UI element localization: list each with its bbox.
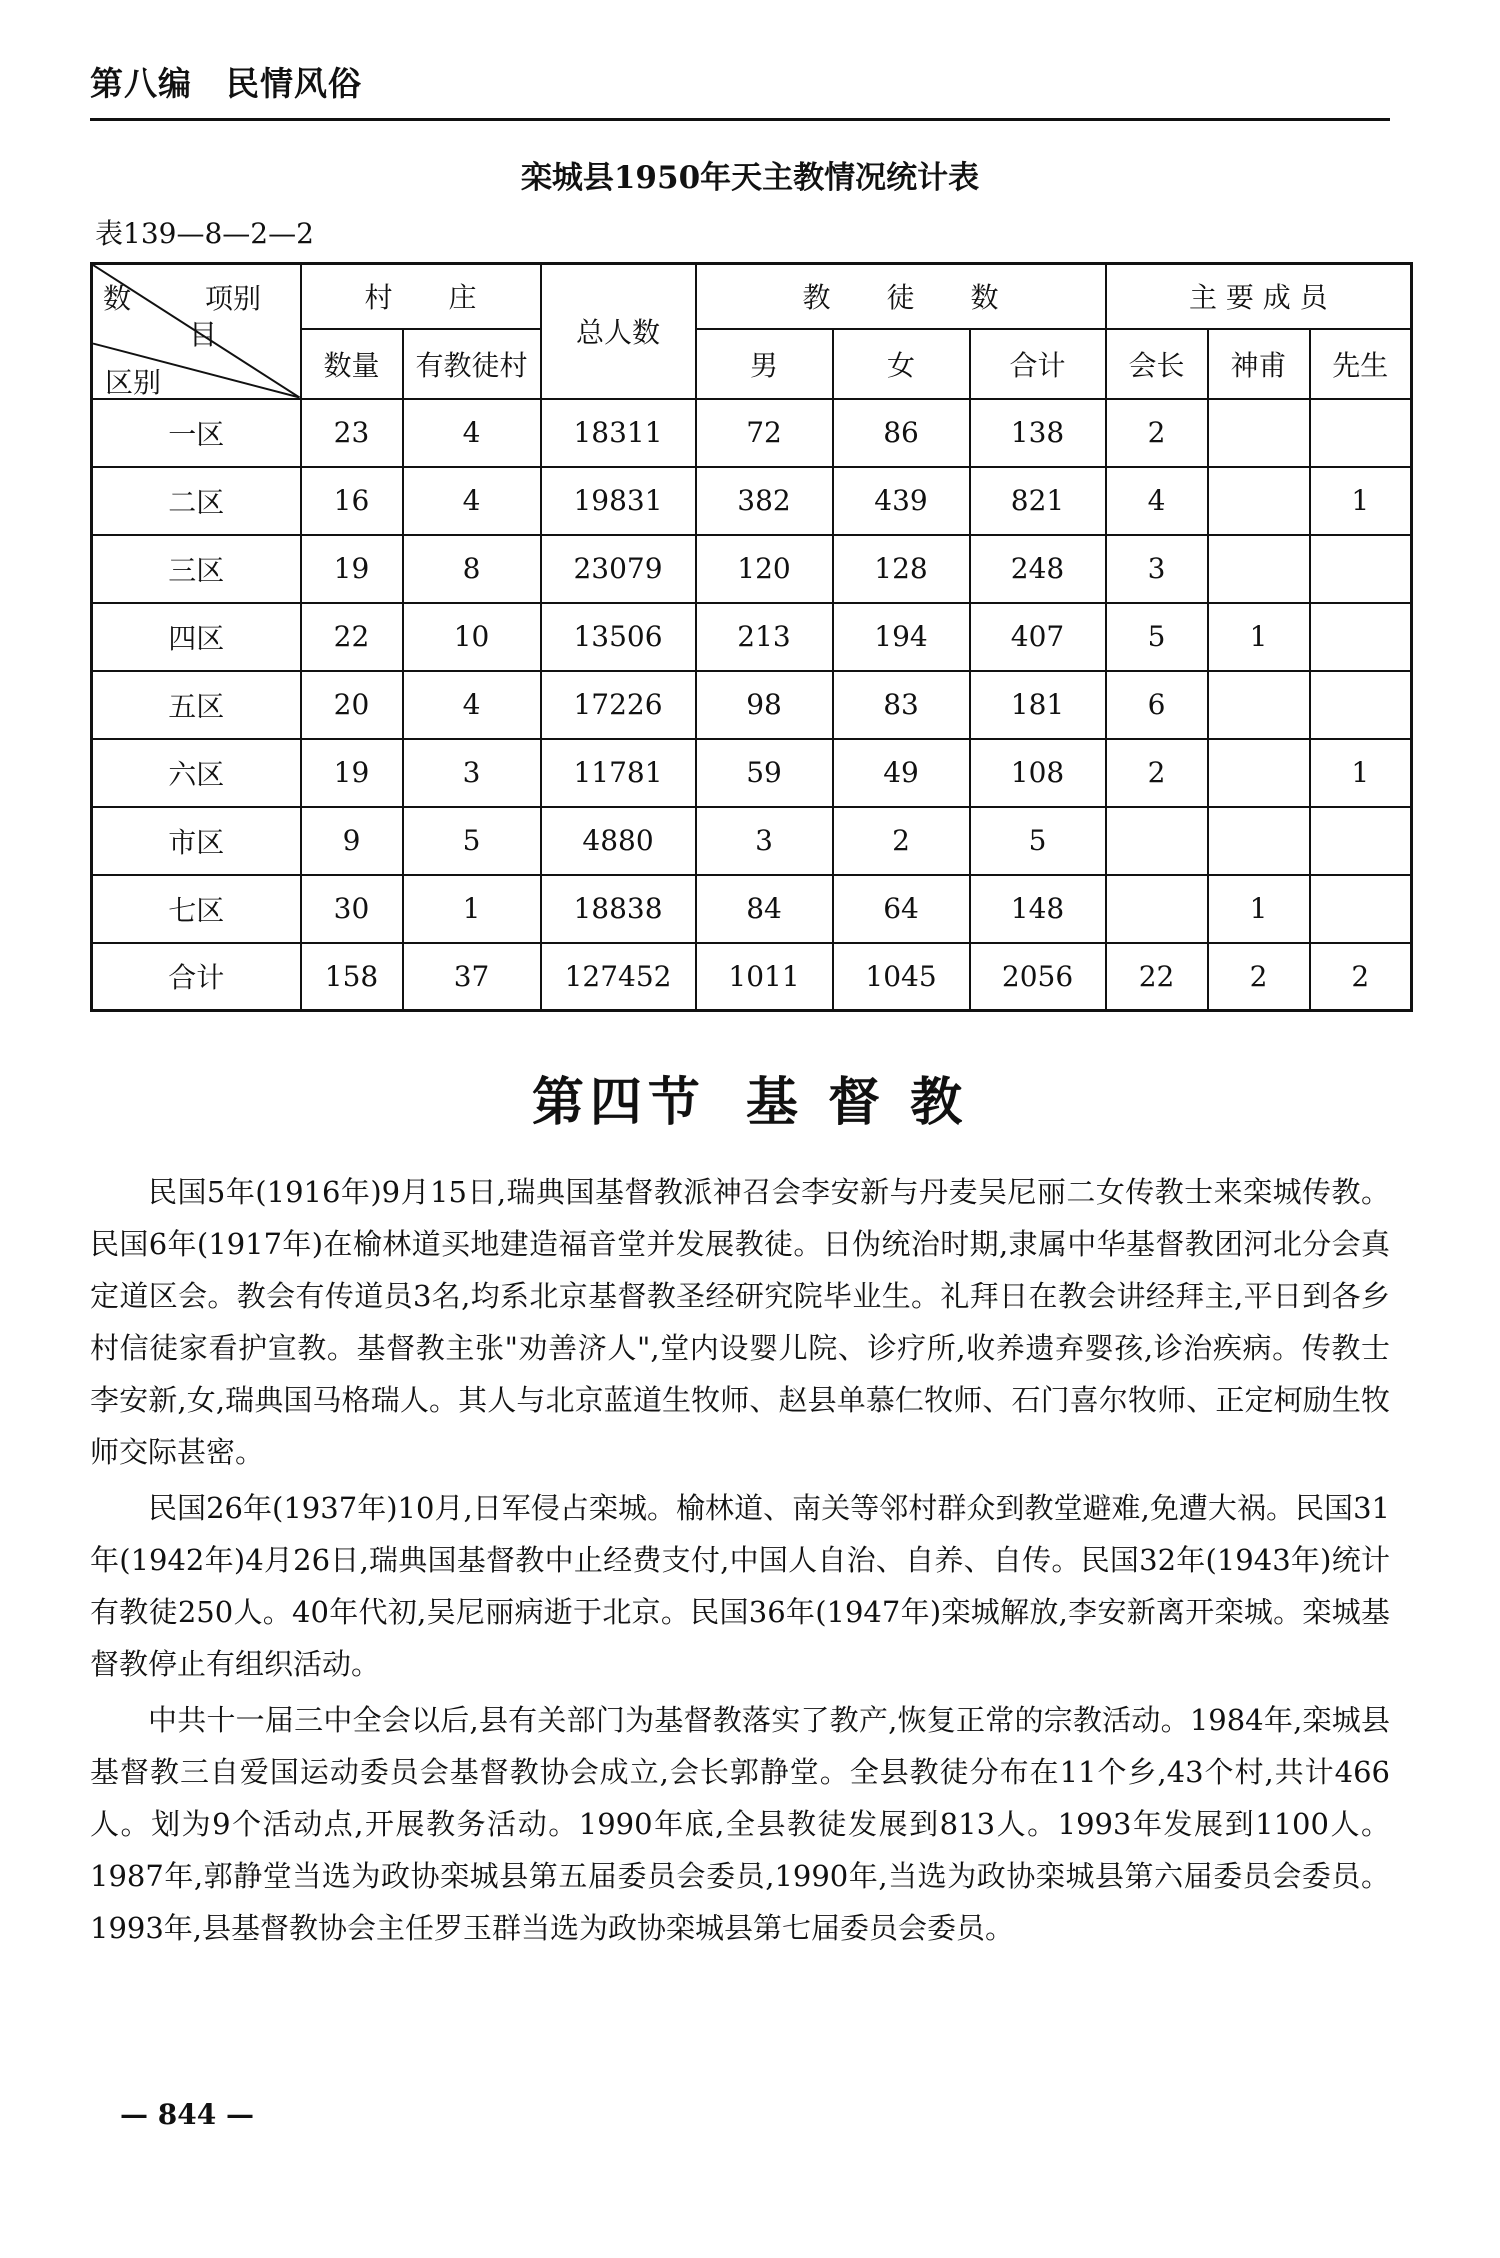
table-row: [92, 671, 1412, 739]
table-cell: 19: [301, 535, 403, 603]
table-cell: 20: [301, 671, 403, 739]
table-cell: 16: [301, 467, 403, 535]
table-cell: 439: [833, 467, 970, 535]
table-cell: 821: [970, 467, 1106, 535]
subheader: 女: [833, 329, 970, 399]
table-cell: [1208, 535, 1310, 603]
table-cell: 17226: [541, 671, 696, 739]
table-cell: 23: [301, 399, 403, 467]
table-cell: [1310, 875, 1412, 943]
believers-group-header: 教 徒 数: [696, 264, 1106, 329]
district-cell: 六区: [92, 739, 301, 807]
table-cell: 1011: [696, 943, 833, 1011]
table-cell: [1106, 875, 1208, 943]
table-cell: 49: [833, 739, 970, 807]
table-cell: 13506: [541, 603, 696, 671]
table-cell: 64: [833, 875, 970, 943]
table-cell: 37: [403, 943, 541, 1011]
table-cell: 3: [696, 807, 833, 875]
district-cell: 二区: [92, 467, 301, 535]
table-body: [92, 399, 1412, 1011]
table-cell: 148: [970, 875, 1106, 943]
subheader: 男: [696, 329, 833, 399]
table-cell: 22: [1106, 943, 1208, 1011]
corner-district-label: 区别: [105, 366, 162, 399]
table-row: [92, 467, 1412, 535]
total-population-header: 总人数: [541, 264, 696, 399]
table-cell: 1: [403, 875, 541, 943]
table-cell: 382: [696, 467, 833, 535]
table-cell: 59: [696, 739, 833, 807]
table-cell: 3: [1106, 535, 1208, 603]
subheader: 会长: [1106, 329, 1208, 399]
table-cell: 248: [970, 535, 1106, 603]
corner-item-label: 项别: [205, 282, 262, 315]
table-cell: [1208, 807, 1310, 875]
section-name: 基 督 教: [745, 1073, 969, 1133]
table-cell: 4: [403, 671, 541, 739]
table-title: 栾城县1950年天主教情况统计表: [520, 160, 980, 196]
chapter-label: 民情风俗: [226, 64, 362, 103]
table-cell: [1310, 671, 1412, 739]
subheader: 先生: [1310, 329, 1412, 399]
subheader: 神甫: [1208, 329, 1310, 399]
table-cell: 19: [301, 739, 403, 807]
table-cell: 8: [403, 535, 541, 603]
table-cell: 5: [403, 807, 541, 875]
subheader: 数量: [301, 329, 403, 399]
district-cell: 三区: [92, 535, 301, 603]
village-group-header: 村 庄: [301, 264, 541, 329]
table-row: [92, 399, 1412, 467]
table-cell: [1310, 535, 1412, 603]
paragraph: 中共十一届三中全会以后,县有关部门为基督教落实了教产,恢复正常的宗教活动。1984年,栾城县基督教三自爱国运动委员会基督教协会成立,会长郭静堂。全县教徒分布在11个乡,43个村,共计466人。划为9个活动点,开展教务活动。1990年底,全县教徒发展到813人。1993年发展到1100人。1987年,郭静堂当选为政协栾城县第五届委员会委员,1990年,当选为政协栾城县第六届委员会委员。1993年,县基督教协会主任罗玉群当选为政协栾城县第七届委员会委员。: [90, 1703, 1390, 1945]
paragraph: 民国5年(1916年)9月15日,瑞典国基督教派神召会李安新与丹麦吴尼丽二女传教士来栾城传教。民国6年(1917年)在榆林道买地建造福音堂并发展教徒。日伪统治时期,隶属中华基督教团河北分会真定道区会。教会有传道员3名,均系北京基督教圣经研究院毕业生。礼拜日在教会讲经拜主,平日到各乡村信徒家看护宣教。基督教主张"劝善济人",堂内设婴儿院、诊疗所,收养遗弃婴孩,诊治疾病。传教士李安新,女,瑞典国马格瑞人。其人与北京蓝道生牧师、赵县单慕仁牧师、石门喜尔牧师、正定柯励生牧师交际甚密。: [90, 1175, 1390, 1469]
statistics-table: [90, 262, 1413, 1012]
table-cell: 2: [1106, 399, 1208, 467]
table-cell: 127452: [541, 943, 696, 1011]
table-cell: [1310, 807, 1412, 875]
corner-mu-label: 目: [189, 318, 218, 351]
body-text: [90, 1166, 1390, 1958]
table-cell: 1: [1310, 467, 1412, 535]
table-cell: 108: [970, 739, 1106, 807]
section-number: 第四节: [531, 1073, 706, 1133]
table-cell: 128: [833, 535, 970, 603]
table-cell: 2: [1106, 739, 1208, 807]
table-number: 表139—8—2—2: [95, 217, 314, 250]
table-cell: 11781: [541, 739, 696, 807]
district-cell: 一区: [92, 399, 301, 467]
table-cell: [1208, 467, 1310, 535]
table-cell: 3: [403, 739, 541, 807]
table-row: [92, 807, 1412, 875]
members-group-header: 主 要 成 员: [1106, 264, 1412, 329]
table-cell: 30: [301, 875, 403, 943]
district-cell: 五区: [92, 671, 301, 739]
table-cell: [1208, 671, 1310, 739]
table-cell: 86: [833, 399, 970, 467]
table-cell: 6: [1106, 671, 1208, 739]
table-cell: 181: [970, 671, 1106, 739]
district-cell: 市区: [92, 807, 301, 875]
table-cell: [1310, 399, 1412, 467]
table-cell: 19831: [541, 467, 696, 535]
subheader: 有教徒村: [403, 329, 541, 399]
table-cell: 9: [301, 807, 403, 875]
table-row: [92, 535, 1412, 603]
corner-header: [92, 264, 301, 399]
table-cell: 213: [696, 603, 833, 671]
table-cell: 158: [301, 943, 403, 1011]
table-cell: 1045: [833, 943, 970, 1011]
district-cell: 合计: [92, 943, 301, 1011]
table-cell: 10: [403, 603, 541, 671]
table-cell: 98: [696, 671, 833, 739]
table-cell: 2: [833, 807, 970, 875]
table-cell: 120: [696, 535, 833, 603]
paragraph: 民国26年(1937年)10月,日军侵占栾城。榆林道、南关等邻村群众到教堂避难,免遭大祸。民国31年(1942年)4月26日,瑞典国基督教中止经费支付,中国人自治、自养、自传。民国32年(1943年)统计有教徒250人。40年代初,吴尼丽病逝于北京。民国36年(1947年)栾城解放,李安新离开栾城。栾城基督教停止有组织活动。: [90, 1491, 1390, 1681]
table-row: [92, 739, 1412, 807]
table-cell: 4: [403, 467, 541, 535]
subheader: 合计: [970, 329, 1106, 399]
table-cell: [1106, 807, 1208, 875]
table-cell: 4880: [541, 807, 696, 875]
table-cell: 407: [970, 603, 1106, 671]
district-cell: 七区: [92, 875, 301, 943]
header-rule: [90, 118, 1390, 121]
table-cell: 18311: [541, 399, 696, 467]
running-header: [90, 58, 362, 105]
table-row: [92, 603, 1412, 671]
table-cell: 2056: [970, 943, 1106, 1011]
table-cell: 1: [1208, 875, 1310, 943]
table-cell: 5: [970, 807, 1106, 875]
table-cell: 84: [696, 875, 833, 943]
table-cell: 2: [1208, 943, 1310, 1011]
table-cell: 18838: [541, 875, 696, 943]
table-cell: 5: [1106, 603, 1208, 671]
section-title: [0, 1060, 1500, 1135]
table-cell: 4: [1106, 467, 1208, 535]
table-cell: 83: [833, 671, 970, 739]
table-row: [92, 943, 1412, 1011]
page-number: — 844 —: [120, 2098, 254, 2131]
table-cell: [1310, 603, 1412, 671]
part-label: 第八编: [90, 64, 192, 103]
table-cell: [1208, 399, 1310, 467]
table-cell: 4: [403, 399, 541, 467]
table-cell: 1: [1208, 603, 1310, 671]
table-cell: 138: [970, 399, 1106, 467]
table-cell: 22: [301, 603, 403, 671]
corner-shu-label: 数: [103, 282, 132, 315]
table-cell: [1208, 739, 1310, 807]
table-cell: 72: [696, 399, 833, 467]
table-row: [92, 875, 1412, 943]
table-cell: 2: [1310, 943, 1412, 1011]
table-cell: 194: [833, 603, 970, 671]
table-cell: 1: [1310, 739, 1412, 807]
district-cell: 四区: [92, 603, 301, 671]
table-cell: 23079: [541, 535, 696, 603]
